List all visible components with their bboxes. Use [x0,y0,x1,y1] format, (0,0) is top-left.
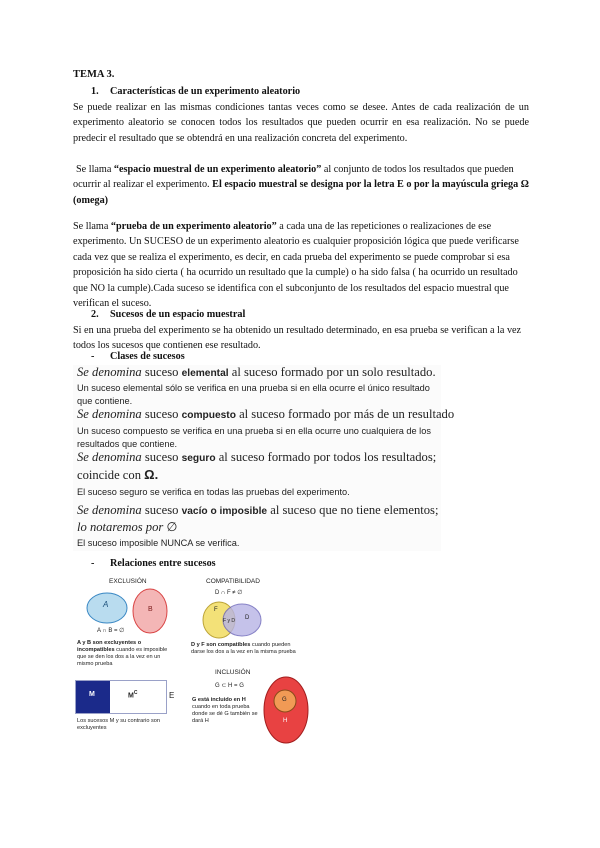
compat-title: COMPATIBILIDAD [206,578,260,585]
complement-description: Los sucesos M y su contrario son excluyentes [77,718,161,731]
r1-suceso: suceso [141,365,182,379]
r3-suceso: suceso [141,450,182,464]
r2-suceso: suceso [141,407,182,421]
complement-label-mc [128,690,137,699]
compat-label-d: D [245,615,250,621]
r4-term-vacio: vacío o imposible [181,506,268,517]
r4-notaremos: lo notaremos por [77,520,167,534]
clase-vacio-note: El suceso imposible NUNCA se verifica. [77,538,240,548]
clase-compuesto-definition [77,407,455,422]
bullet-dash-2: - [91,558,95,569]
r4-empty-set: ∅ [166,520,178,534]
exclusion-title: EXCLUSIÓN [109,578,147,585]
complement-mc-base: M [128,692,134,700]
section-1-heading: Características de un experimento aleatorio [110,86,301,97]
r2-term-compuesto: compuesto [181,410,236,421]
clase-vacio-definition [77,503,439,518]
p2-text-a: Se llama [76,164,114,175]
r4-rest: al suceso que no tiene elementos; [267,503,439,517]
exclusion-description [77,640,173,668]
compat-label-f: F [214,607,218,613]
clase-compuesto-note: Un suceso compuesto se verifica en una prueba si en ella ocurre uno cualquiera de los resultados que contiene. [77,426,431,449]
r2-se-denomina: Se denomina [77,407,142,421]
incl-formula: G ⊂ H = G [215,683,244,689]
p3-text-a: Se llama [73,221,111,232]
r4-suceso: suceso [141,503,182,517]
exclusion-venn [75,585,175,635]
incl-description-bold: G está incluido en H [192,697,246,703]
r2-rest: al suceso formado por más de un resultado [235,407,455,421]
clase-seguro-coincide [77,467,439,483]
bullet-label-relaciones: Relaciones entre sucesos [110,558,216,569]
bullet-dash-1: - [91,351,95,362]
section-1-paragraph-2 [73,162,529,208]
bullet-label-clases: Clases de sucesos [110,351,185,362]
clase-vacio-notaremos [77,519,439,535]
r1-rest: al suceso formado por un solo resultado. [228,365,436,379]
document-title: TEMA 3. [73,69,115,80]
r1-term-elemental: elemental [181,368,229,379]
section-2-paragraph: Si en una prueba del experimento se ha obtenido un resultado determinado, en esa prueba se verifican a la vez todos los sucesos que contienen ese resultado. [73,325,522,352]
p2-text-c: al conjunto de todos los resultados que pueden ocurrir al realizar el experimento. [73,164,514,191]
clase-seguro-definition [77,450,439,465]
exclusion-label-a: A [103,600,109,609]
clase-elemental-note: Un suceso elemental sólo se verifica en una prueba si en ella ocurre el único resultado que contiene. [77,383,430,406]
incl-label-g: G [282,697,287,703]
incl-description [192,697,258,725]
p3-term-prueba: “prueba de un experimento aleatorio” [110,221,277,232]
complement-label-e: E [169,691,175,700]
clase-elemental-definition [77,365,439,380]
clase-seguro-note: El suceso seguro se verifica en todas las pruebas del experimento. [77,487,350,497]
r3-term-seguro: seguro [181,453,216,464]
r3-coincide: coincide con [77,468,145,482]
section-2-heading: Sucesos de un espacio muestral [110,309,246,320]
incl-description-rest: cuando en toda prueba donde se dé G también se dará H [192,704,258,724]
section-1-paragraph-3 [73,219,529,311]
r1-se-denomina: Se denomina [77,365,142,379]
exclusion-description-bold: A y B son excluyentes o incompatibles [77,640,142,653]
p2-term-designa: El espacio muestral se designa por la letra E o por la mayúscula griega Ω (omega) [73,179,529,206]
p3-text-c: a cada una de las repeticiones o realizaciones de ese experimento. Un SUCESO de un experimento aleatorio es cualquier proposición lógica que puede verificarse cada vez que se realiza el experimento, es decir, en cada prueba del experimento se puede comprobar si esa proposición ha sido cierta ( ha ocurrido un resultado que la cumple) o ha sido falsa ( ha ocurrido un resultado que NO la cumple).Cada suceso se identifica con el subconjunto de los resultados del espacio muestral que verifican el suceso. [73,221,519,310]
compat-description [191,642,297,656]
complement-mc-super: C [133,690,138,696]
section-1-number: 1. [91,86,99,97]
exclusion-description-rest: cuando es imposible que se den los dos a la vez en un mismo prueba [77,647,168,667]
section-1-paragraph-1: Se puede realizar en las mismas condiciones tantas veces como se desee. Antes de cada realización de un experimento aleatorio se conocen todos los resultados que pueden ocurrir en esa realización. No se puede predecir el resultado que se obtendrá en una realización concreta del experimento. [73,102,529,144]
incl-label-h: H [283,718,288,724]
r3-se-denomina: Se denomina [77,450,142,464]
complement-label-m: M [89,691,95,698]
clases-de-sucesos-box [73,365,455,551]
p2-term-espacio-muestral: “espacio muestral de un experimento aleatorio” [113,164,322,175]
r3-omega: Ω. [144,467,159,482]
exclusion-label-b: B [148,606,153,613]
compat-description-bold: D y F son compatibles [191,642,251,648]
incl-title: INCLUSIÓN [215,669,251,676]
compat-label-fyd: F y D [223,618,235,624]
relaciones-diagrams [75,575,311,745]
r3-rest: al suceso formado por todos los resultados; [215,450,437,464]
exclusion-formula: A ∩ B = ∅ [97,628,125,634]
r4-se-denomina: Se denomina [77,503,142,517]
compat-formula: D ∩ F ≠ ∅ [215,590,243,596]
compat-description-rest: cuando pueden darse los dos a la vez en la misma prueba [191,642,296,655]
incl-venn [261,672,311,748]
complement-diagram [75,680,167,714]
compat-venn [197,593,277,643]
section-2-number: 2. [91,309,99,320]
